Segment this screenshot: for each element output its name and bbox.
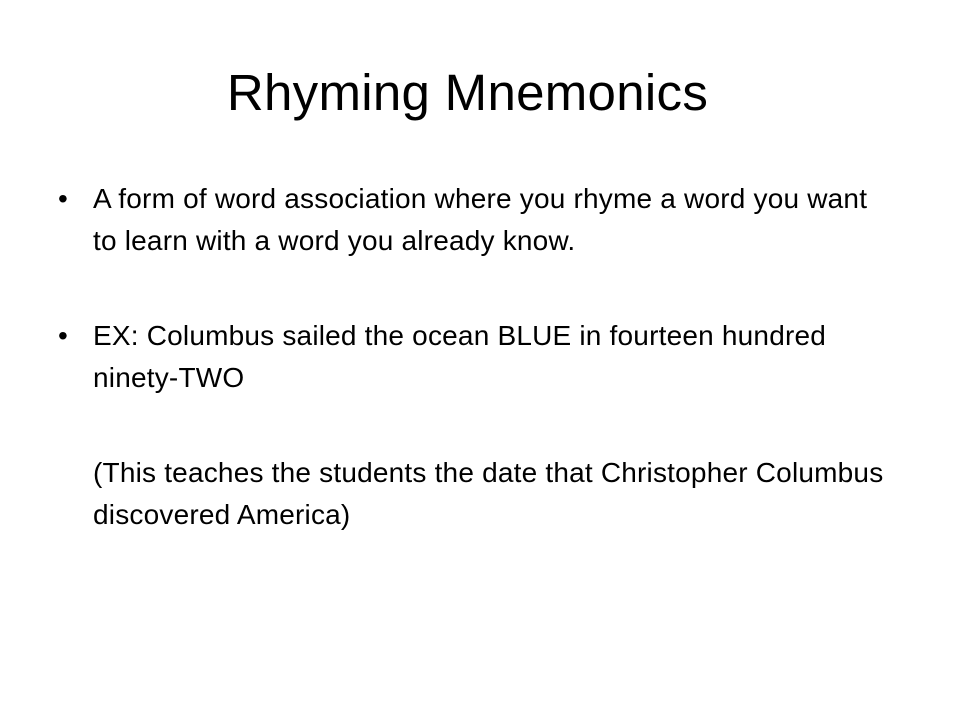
bullet-item-example — [58, 315, 898, 399]
bullet-text-definition: A form of word association where you rhyme a word you want to learn with a word you already know. — [93, 183, 868, 256]
bullet-marker: • — [58, 183, 69, 214]
slide-title: Rhyming Mnemonics — [226, 64, 709, 121]
slide-body — [58, 178, 898, 536]
bullet-item-definition — [58, 178, 898, 262]
bullet-marker: • — [58, 320, 69, 351]
example-explanation: (This teaches the students the date that Christopher Columbus discovered America) — [93, 457, 884, 530]
bullet-text-example: EX: Columbus sailed the ocean BLUE in fourteen hundred ninety-TWO — [93, 320, 827, 393]
